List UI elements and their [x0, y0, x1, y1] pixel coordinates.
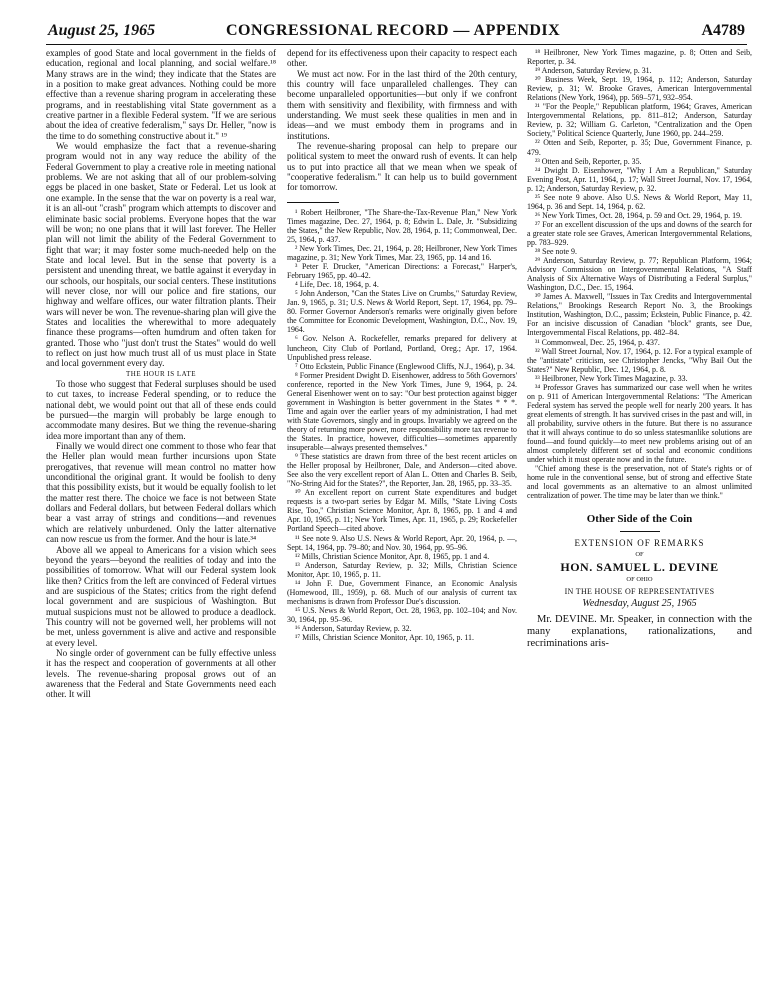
- paragraph: We would emphasize the fact that a revenue-sharing program would not in any way reduce the ability of the Federal Government to play a creative role in meeting national problems. We are not asking that all of our problem-solving eggs be placed in one basket, State or Federal. Let us look at one example. In the sense that the war on poverty is a real war, it is an all-out "crash" program which attempts to discover and eliminate basic social problems. Everyone hopes that the war will be won; no one plans that it will last forever. The Heller plan will not limit the ability of the Federal Government to fight that war; it may foster some much-needed help on the State and local level. But in the sense that poverty is a persistent and unending threat, we battle against it everyday in our schools, our hospitals, our social centers. These institutions will never close, nor will our police and fire stations, our highway and welfare offices, our water filtration plants. Their wars will never be won. The revenue-sharing plan will give the States and localities the wherewithal to more adequately finance these programs—often humdrum and often taken for granted. Those who "just don't trust the States" would do well to reflect on just how much trust all of us must place in State and local government every day.: [46, 141, 276, 369]
- section-heading: THE HOUR IS LATE: [125, 369, 197, 378]
- header-title: CONGRESSIONAL RECORD — APPENDIX: [226, 22, 561, 39]
- of-label: OF: [635, 551, 644, 559]
- footnote: ¹⁵ U.S. News & World Report, Oct. 28, 1963, pp. 102–104; and Nov. 30, 1964, pp. 95–96.: [287, 605, 517, 624]
- footnote: ¹⁴ John F. Due, Government Finance, an Economic Analysis (Homewood, Ill., 1959), p. 68. Much of our analysis of current tax mechanisms is drawn from Professor Due's discussion.: [287, 578, 517, 606]
- paragraph: examples of good State and local government in the fields of education, regional and local planning, and social welfare.¹⁸ Many straws are in the wind; they indicate that the States are in a position to make great advances. Nothing could be more effective than a revenue sharing program in accelerating these programs, and in reestablishing vital State government as a creative partner in a flexible Federal system. "If we are serious about the idea of creative federalism," says Dr. Heller, "now is the time to do something constructive about it." ¹⁹: [46, 48, 276, 141]
- footnote: ²⁴ Dwight D. Eisenhower, "Why I Am a Republican," Saturday Evening Post, Apr. 11, 1964, p. 17; Wall Street Journal, Nov. 17, 1964, p. 12; Anderson, Saturday Review, p. 32.: [527, 165, 752, 193]
- footnote: ² New York Times, Dec. 21, 1964, p. 28; Heilbroner, New York Times magazine, p. 31; New York Times, Mar. 23, 1965, pp. 14 and 16.: [287, 244, 517, 263]
- footnote: ³⁰ James A. Maxwell, "Issues in Tax Credits and Intergovernmental Relations," Brookings Research Report No. 3, the Brookings Institution, Washington, D.C., passim; Eckstein, Public Finance, p. 42. For an incisive discussion of Canadian "block" grants, see Due, Intergovernmental Fiscal Relations, pp. 482–84.: [527, 292, 752, 338]
- footnote: ⁴ Life, Dec. 18, 1964, p. 4.: [295, 280, 379, 290]
- footnote: ⁵ John Anderson, "Can the States Live on Crumbs," Saturday Review, Jan. 9, 1965, p. 31; U.S. News & World Report, Sept. 17, 1964, pp. 79–80. Former Governor Anderson's remarks were originally given before the Committee for Economic Development, Washington, D.C., Nov. 19, 1964.: [287, 289, 517, 335]
- footnote: ¹⁸ Heilbroner, New York Times magazine, p. 8; Otten and Seib, Reporter, p. 34.: [527, 48, 752, 67]
- speech-paragraph: Mr. DEVINE. Mr. Speaker, in connection with the many explanations, rationalizations, and recriminations aris-: [527, 613, 752, 649]
- paragraph: depend for its effectiveness upon their capacity to respect each other.: [287, 48, 517, 69]
- footnote: ¹⁰ An excellent report on current State expenditures and budget requests is a two-part series by Edgar M. Mills, "State Living Costs Rise, Too," Christian Science Monitor, Apr. 8, 1965, pp. 1 and 4 and Apr. 10, 1965, p. 11; New York Times, Apr. 11, 1965, p. 29; Rockefeller Portland Speech—cited above.: [287, 488, 517, 534]
- footnotes: [527, 48, 752, 500]
- footnote: ³² Wall Street Journal, Nov. 17, 1964, p. 12. For a typical example of the "antistate" criticism, see Christopher Jencks, "Why Bail Out the States?" New Republic, Dec. 12, 1964, p. 8.: [527, 346, 752, 374]
- footnote: ²¹ "For the People," Republican platform, 1964; Graves, American Intergovernmental Relations, pp. 811–812; Anderson, Saturday Review, p. 32; William G. Carleton, "Centralization and the Open Society," Political Science Quarterly, June 1960, pp. 244–259.: [527, 102, 752, 139]
- remarks-date: Wednesday, August 25, 1965: [582, 598, 697, 610]
- extension-of-remarks-block: [527, 514, 752, 609]
- column-1: [46, 48, 276, 700]
- footnote: ³ Peter F. Drucker, "American Directions: a Forecast," Harper's, February 1965, pp. 40–42.: [287, 262, 517, 281]
- extension-label: EXTENSION OF REMARKS: [574, 537, 705, 548]
- footnote: ²⁵ See note 9 above. Also U.S. News & World Report, May 11, 1964, p. 36 and Sept. 14, 1964, p. 62.: [527, 192, 752, 211]
- article-title: Other Side of the Coin: [586, 513, 693, 526]
- footnote: ²² Otten and Seib, Reporter, p. 35; Due, Government Finance, p. 479.: [527, 138, 752, 157]
- footnote: ²⁹ Anderson, Saturday Review, p. 77; Republican Platform, 1964; Advisory Commission on Intergovernmental Relations, "A Staff Analysis of Six Alternative Ways of Distributing a Federal Surplus," Washington, D.C., Dec. 15, 1964.: [527, 256, 752, 293]
- footnote: ¹³ Anderson, Saturday Review, p. 32; Mills, Christian Science Monitor, Apr. 10, 1965, p. 11.: [287, 560, 517, 579]
- header-date: August 25, 1965: [48, 22, 156, 39]
- column-3: [527, 48, 752, 650]
- footnote: ²⁶ New York Times, Oct. 28, 1964, p. 59 and Oct. 29, 1964, p. 19.: [535, 210, 742, 220]
- footnote: ¹⁷ Mills, Christian Science Monitor, Apr. 10, 1965, p. 11.: [295, 633, 474, 643]
- footnote: "Chief among these is the preservation, not of State's rights or of home rule in the conventional sense, but of strong and effective State and local governments as an alternative to an almost unlimited centralization of power. The time may be later than we think.": [527, 464, 752, 501]
- footnote: ¹¹ See note 9. Also U.S. News & World Report, Apr. 20, 1964, p. —, Sept. 14, 1964, pp. 79–80; and Nov. 30, 1964, pp. 95–96.: [287, 533, 517, 552]
- header-page-number: A4789: [701, 22, 745, 39]
- paragraph: No single order of government can be fully effective unless it has the respect and cooperation of governments at all other levels. The revenue-sharing proposal grows out of an awareness that the Federal and State Governments need each other. It will: [46, 647, 276, 700]
- footnote: ²⁸ See note 9.: [535, 247, 577, 257]
- footnote: ²⁰ Business Week, Sept. 19, 1964, p. 112; Anderson, Saturday Review, p. 31; W. Brooke Graves, American Intergovernmental Relations (New York, 1964), pp. 569–571, 932–954.: [527, 75, 752, 103]
- paragraph: Finally we would direct one comment to those who fear that the Heller plan would mean further incursions upon State prerogatives, that revenue will mean control no matter how unconditional the original grant. It would be foolish to deny that this possibility exists, but it would be equally foolish to let the matter rest there. The choice we face is not between State dollars and Federal dollars, but between Federal dollars which bear a vast array of strings and conditions—and revenues which are relatively unburdened. Only the latter alternative can now rescue us from the former. And the hour is late.³⁴: [46, 441, 276, 545]
- footnote: ¹² Mills, Christian Science Monitor, Apr. 8, 1965, pp. 1 and 4.: [295, 551, 490, 561]
- header-rule: [46, 44, 747, 45]
- paragraph: Above all we appeal to Americans for a vision which sees beyond the years—beyond the realities of today and into the possibilities of tomorrow. What will our Federal system look like then? Critics from the left are convinced of Federal virtues and are suspicious of the States; critics from the right defend local government and are suspicious of Washington. But mutual suspicions must not be allowed to produce a deadlock. This country will not be governed well, her problems will not be met, unless government is alive and active and responsible at every level.: [46, 544, 276, 648]
- footnote: ⁷ Otto Eckstein, Public Finance (Englewood Cliffs, N.J., 1964), p. 34.: [295, 361, 516, 371]
- member-name: HON. SAMUEL L. DEVINE: [560, 560, 719, 575]
- page-header: [44, 22, 749, 46]
- footnote: ⁸ Former President Dwight D. Eisenhower, address to 56th Governors' conference, reported in the New York Times, June 9, 1964, p. 24. General Eisenhower went on to say: "Our best protection against bigger government in Washington is better government in the States * * *. Time and again over the earlier years of my administration, I had met with State Governors, singly and in groups. Invariably we agreed on the theory of returning more power, more responsibility more tax revenue to the States. In practice, however, difficulties—sometimes apparently insuperable—always presented themselves.": [287, 370, 517, 453]
- footnote: ³⁴ Professor Graves has summarized our case well when he writes on p. 911 of American Intergovernmental Relations: "The American Federal system has served the people well for nearly 200 years. It has great elements of strength. It has survived crises in the past and will, in all probability, survive others in the future. But there is no assurance that it will always continue to do so unless statesmanlike solutions are found—and found quickly—to meet new problems arising out of an almost completely different set of social and economic conditions under which it must operate now and in the future.: [527, 382, 752, 465]
- paragraph: The revenue-sharing proposal can help to prepare our political system to meet the onward rush of events. It can help us to put into practice all that we mean when we speak of "cooperative federalism." It can help us to build government for tomorrow.: [287, 141, 517, 193]
- footnote: ²³ Otten and Seib, Reporter, p. 35.: [535, 156, 642, 166]
- footnote: ¹ Robert Heilbroner, "The Share-the-Tax-Revenue Plan," New York Times magazine, Dec. 27, 1964, p. 8; Edwin L. Dale, Jr. "Subsidizing the States," the New Republic, Nov. 28, 1964, p. 11; Commonweal, Dec. 25, 1964, p. 437.: [287, 207, 517, 244]
- footnote: ³¹ Commonweal, Dec. 25, 1964, p. 437.: [535, 337, 660, 347]
- paragraph: To those who suggest that Federal surpluses should be used to cut taxes, to increase Federal spending, or to reduce the national debt, we would point out that all of these ends could be pursued—the margin will probably be large enough to accommodate many desires. But we thing the revenue-sharing idea more important than any of them.: [46, 379, 276, 441]
- footnote: ¹⁹ Anderson, Saturday Review, p. 31.: [535, 66, 652, 76]
- column-2: [287, 48, 517, 642]
- footnote: ²⁷ For an excellent discussion of the ups and downs of the search for a greater state role see Graves, American Intergovernmental Relations, pp. 783–929.: [527, 219, 752, 247]
- footnote: ⁶ Gov. Nelson A. Rockefeller, remarks prepared for delivery at luncheon, City Club of Portland, Portland, Oreg.; Apr. 17, 1964. Unpublished press release.: [287, 334, 517, 362]
- chamber-label: IN THE HOUSE OF REPRESENTATIVES: [564, 587, 715, 597]
- footnote: ⁹ These statistics are drawn from three of the best recent articles on the Heller proposal by Heilbroner, Dale, and Anderson—cited above. See also the very excellent report of Alan L. Otten and Charles B. Seib, "No-String Aid for the States?", the Reporter, Jan. 28, 1965, pp. 33–35.: [287, 452, 517, 489]
- footnote: ³³ Heilbroner, New York Times Magazine, p. 33.: [535, 373, 688, 383]
- divider: [620, 531, 660, 532]
- footnote-rule: [287, 202, 339, 203]
- footnote: ¹⁶ Anderson, Saturday Review, p. 32.: [295, 623, 412, 633]
- paragraph: We must act now. For in the last third of the 20th century, this country will face unparalleled challenges. They can become unparalleled opportunities—but only if we confront them with sensitivity and flexibility, with firmness and with understanding. We must seek these qualities in men and in ideas—and we must embody them in programs and in institutions.: [287, 68, 517, 141]
- state-label: OF OHIO: [626, 575, 653, 583]
- footnotes: [287, 208, 517, 642]
